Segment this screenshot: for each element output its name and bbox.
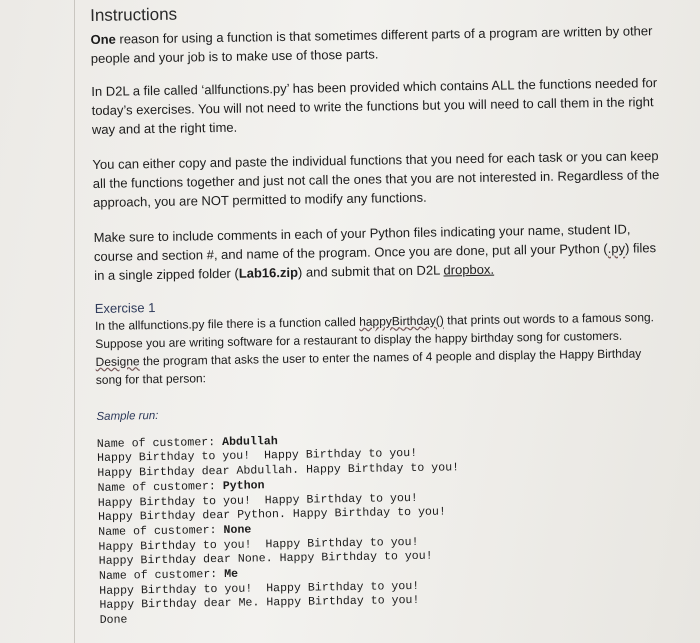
paragraph-intro: One reason for using a function is that sometimes different parts of a program are written by other people and your job is to make use of those parts.: [90, 23, 653, 66]
paragraph-d2l-file: In D2L a file called ‘allfunctions.py’ has been provided which contains ALL the functions needed for today’s exercises. You will not need to write the functions but you will need to call them in the right way and at the right time.: [91, 75, 658, 137]
exercise-title: Exercise 1: [94, 300, 156, 316]
song-line: Happy Birthday dear None. Happy Birthday to you!: [98, 550, 433, 569]
prompt-line: Name of customer: None: [98, 523, 252, 539]
exercise-description: In the allfunctions.py file there is a function called happyBirthday() that prints out words to a famous song. Suppose you are writing software for a restaurant to display the happy birthday song for customers. Designe the program that asks the user to enter the names of 4 people and display the Happy Birthday song for that person:: [94, 310, 655, 387]
prompt-line: Name of customer: Me: [98, 567, 239, 583]
designe-word: Designe: [95, 354, 140, 369]
song-line: Happy Birthday dear Abdullah. Happy Birthday to you!: [97, 461, 460, 481]
paragraph-submission: Make sure to include comments in each of your Python files indicating your name, student ID, course and section #, and name of the program. Once you are done, put all your Python (.py) files in a single zipped folder (Lab16.zip) and submit that on D2L dropbox.: [93, 221, 657, 283]
song-line: Happy Birthday dear Me. Happy Birthday to you!: [99, 594, 420, 613]
margin-divider: [74, 0, 75, 643]
song-line: Happy Birthday to you! Happy Birthday to you!: [97, 447, 418, 466]
dropbox-link: dropbox.: [443, 261, 495, 278]
song-line: Happy Birthday to you! Happy Birthday to you!: [97, 491, 418, 510]
py-extension: .py: [607, 240, 626, 256]
document-content: [90, 0, 670, 629]
done-line: Done: [99, 613, 128, 628]
song-line: Happy Birthday to you! Happy Birthday to you!: [98, 535, 419, 554]
page-title: Instructions: [90, 4, 178, 25]
song-line: Happy Birthday dear Python. Happy Birthday to you!: [97, 505, 446, 525]
zip-filename: Lab16.zip: [238, 264, 299, 281]
prompt-line: Name of customer: Python: [97, 479, 265, 495]
intro-bold-word: One: [90, 31, 116, 47]
prompt-line: Name of customer: Abdullah: [96, 434, 278, 451]
paragraph-copy-functions: You can either copy and paste the individual functions that you need for each task or you can keep all the functions together and just not call the ones that you are not interested in. Regardless of the approach, you are NOT permitted to modify any functions.: [92, 148, 660, 210]
song-line: Happy Birthday to you! Happy Birthday to you!: [99, 579, 420, 598]
sample-run-output: [97, 414, 670, 629]
sample-run-label: Sample run:: [96, 409, 159, 423]
function-name: happyBirthday(): [359, 313, 444, 329]
